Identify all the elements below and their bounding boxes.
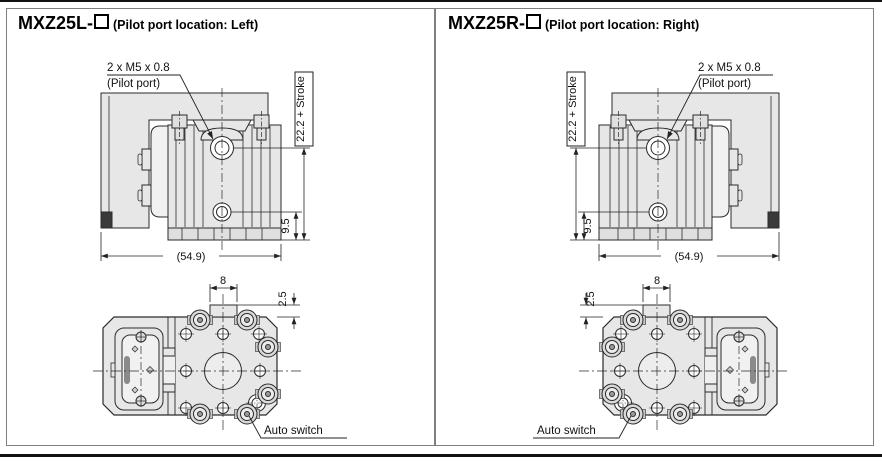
tab-height-dimension-label: 2.5 xyxy=(277,291,289,307)
left-panel-drawing xyxy=(93,72,347,438)
height-dimension-label: 9.5 xyxy=(280,218,292,234)
pilot-port-label-line2: (Pilot port) xyxy=(698,78,752,90)
model-code-right: MXZ25R- xyxy=(448,13,526,33)
width-dimension-label: (54.9) xyxy=(674,251,704,263)
auto-switch-label: Auto switch xyxy=(264,425,323,437)
bottom-rule xyxy=(0,454,882,457)
panel-note-right: (Pilot port location: Right) xyxy=(545,18,700,32)
panel-note-left: (Pilot port location: Left) xyxy=(113,18,259,32)
pilot-port-label-line2: (Pilot port) xyxy=(107,78,161,90)
stroke-dimension-label: 22.2 + Stroke xyxy=(295,76,307,142)
auto-switch-label: Auto switch xyxy=(537,425,596,437)
tab-width-dimension-label: 8 xyxy=(219,275,227,287)
height-dimension-label: 9.5 xyxy=(582,218,594,234)
model-code-left: MXZ25L- xyxy=(18,13,94,33)
pilot-port-label-line1: 2 x M5 x 0.8 xyxy=(698,62,761,74)
pilot-port-label-line1: 2 x M5 x 0.8 xyxy=(107,62,170,74)
tab-height-dimension-label: 2.5 xyxy=(585,291,597,307)
stroke-dimension-label: 22.2 + Stroke xyxy=(567,76,579,142)
tab-width-dimension-label: 8 xyxy=(653,275,661,287)
width-dimension-label: (54.9) xyxy=(176,251,206,263)
